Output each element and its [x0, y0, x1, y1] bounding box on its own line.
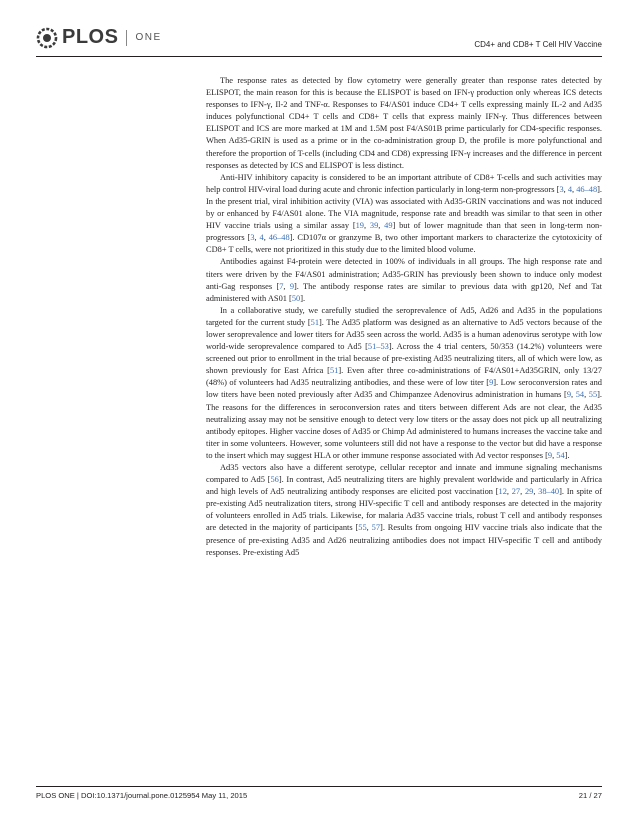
- paragraph-text: ]. Across the 4 trial centers, 50/353 (14.2%) volunteers were screened out prior to enrollment in the trial because of pre-existing Ad35 neutralizing titers, all of which were low, as shown previously for East Africa [: [206, 342, 603, 376]
- logo-subtext: ONE: [135, 32, 162, 43]
- citation-link[interactable]: 9: [489, 378, 494, 388]
- paragraph-text: The response rates as detected by flow cytometry were generally greater than response rates detected by ELISPOT, the main reason for this is because the ELISPOT is based on IFN-γ production only whereas ICS detects responses to IFN-γ, Il-2 and TNF-α. Responses to F4/AS01 induce CD4+ T cells expressing mainly IL-2 and Ad35 induces polyfunctional CD4+ T cells and CD8+ T cells that express mainly IFN-γ. Thus differences between ELISPOT and ICS are more marked at 1M and 1.5M post F4/AS01B prime particularly for CD4-specific responses. When Ad35-GRIN is used as a prime or in the co-administration group D, the profile is more polyfunctional and therefore the proportion of T-cells (including CD4 and CD8) expressing IFN-γ increases and the difference in percent responses as detected by ICS and ELISPOT is less distinct.: [206, 76, 603, 170]
- paragraph-text: ]. Even after three co-administrations of F4/AS01+Ad35GRIN, only 13/27 (48%) of volunteers had Ad35 neutralizing antibodies, and these were of low titer [: [206, 366, 602, 388]
- paragraph-text: ]. In spite of pre-existing Ad5 neutralization titers, strong HIV-specific T cell and antibody responses are detected in the majority of volunteers enrolled in Ad5 trials. Likewise, for malaria Ad35 vaccine trials, robust T cell and antibody responses are detected in the majority of participants [: [206, 487, 603, 533]
- citation-link[interactable]: 27: [511, 487, 521, 497]
- paragraph-text: ].: [564, 450, 570, 460]
- paragraph-text: ,: [552, 450, 557, 460]
- paragraph-text: ,: [572, 184, 577, 194]
- citation-link[interactable]: 57: [371, 523, 381, 533]
- page-header: [0, 0, 638, 60]
- paragraph-text: ,: [571, 390, 576, 400]
- paragraph-text: ,: [506, 487, 512, 497]
- citation-link[interactable]: 19: [355, 221, 364, 231]
- body-paragraph: [206, 256, 602, 304]
- paragraph-text: ].: [300, 293, 306, 303]
- citation-link[interactable]: 51–53: [367, 342, 389, 352]
- paragraph-text: ,: [366, 523, 372, 533]
- body-paragraph: [206, 305, 602, 462]
- citation-link[interactable]: 38–40: [538, 487, 560, 497]
- body-paragraph: [206, 172, 602, 257]
- citation-link[interactable]: 55: [358, 523, 367, 533]
- body-paragraph: [206, 75, 602, 172]
- paragraph-text: Anti-HIV inhibitory capacity is considered to be an important attribute of CD8+ T-cells and such activities may help control HIV-viral load during acute and chronic infection particularly in long-term non-progressors [: [206, 172, 602, 194]
- citation-link[interactable]: 9: [566, 390, 572, 400]
- citation-link[interactable]: 50: [291, 293, 301, 303]
- paragraph-text: In a collaborative study, we carefully studied the seroprevalence of Ad5, Ad26 and Ad35 in the populations targeted for the current study [: [206, 305, 602, 327]
- paragraph-text: ,: [584, 390, 589, 400]
- page-number: 21 / 27: [578, 791, 602, 800]
- paragraph-text: ,: [563, 184, 568, 194]
- page-footer: [36, 791, 602, 800]
- citation-link[interactable]: 49: [384, 221, 393, 231]
- running-title: CD4+ and CD8+ T Cell HIV Vaccine: [474, 40, 602, 49]
- paragraph-text: ]. Results from ongoing HIV vaccine trials also indicate that the presence of pre-existing Ad35 and Ad26 neutralizing antibodies does not impact HIV-specific T cell and antibody responses. Pre-existing Ad5: [206, 523, 603, 557]
- citation-link[interactable]: 4: [259, 233, 264, 243]
- citation-link[interactable]: 9: [547, 450, 553, 460]
- citation-link[interactable]: 54: [556, 450, 565, 460]
- paragraph-text: ]. Low seroconversion rates and low titers have been noted previously after Ad35 and Chimpanzee Adenovirus administration in humans [: [206, 378, 602, 400]
- citation-link[interactable]: 46–48: [576, 184, 598, 194]
- paragraph-text: ,: [520, 487, 525, 497]
- citation-link[interactable]: 51: [329, 366, 339, 376]
- logo-divider: [126, 30, 127, 46]
- header-rule: [36, 56, 602, 57]
- citation-link[interactable]: 56: [270, 475, 279, 485]
- paragraph-text: ,: [263, 233, 269, 243]
- paragraph-text: ]. CD107α or granzyme B, two other important markers to characterize the cytotoxicity of CD8+ T cells, were not prioritized in this study due to the limited blood volume.: [206, 233, 602, 255]
- citation-link[interactable]: 54: [575, 390, 585, 400]
- body-paragraph: [206, 462, 602, 559]
- paragraph-text: ]. In the present trial, viral inhibition activity (VIA) was associated with Ad35-GRIN vaccinations and was not induced by or enhanced by F4/AS01 alone. The VIA magnitude, response rate and breadth was similar to that seen in other HIV vaccine trials using a similar assay [: [206, 184, 603, 231]
- citation-link[interactable]: 4: [567, 184, 572, 194]
- citation-link[interactable]: 3: [250, 233, 255, 243]
- footer-citation: PLOS ONE | DOI:10.1371/journal.pone.0125954 May 11, 2015: [36, 791, 248, 800]
- paragraph-text: Antibodies against F4-protein were detected in 100% of individuals in all groups. The high response rate and titers were driven by the F4/AS01 administration; Ad35-GRIN has previously been shown to induce only modest anti-Gag responses [: [206, 257, 602, 291]
- paragraph-text: ,: [363, 221, 370, 231]
- paragraph-text: ]. The reasons for the differences in seroconversion rates and titers between different Ads are not clear, the Ad35 neutralizing assay may not be sensitive enough to detect very low titers or the assay does not pick up all neutralizing antibody epitopes. Higher vaccine doses of Ad35 or Chimp Ad administered to humans increases the vaccine take and titer in some volunteers. However, some volunteers still did not have a response to the vector but did have a response to the insert which may suggest HLA or other immune response associated with Ad vector responses [: [206, 390, 603, 460]
- citation-link[interactable]: 39: [369, 221, 379, 231]
- logo-text: PLOS: [62, 26, 119, 48]
- citation-link[interactable]: 9: [289, 281, 294, 291]
- paragraph-text: Ad35 vectors also have a different serotype, cellular receptor and innate and immune signaling mechanisms compared to Ad5 [: [206, 463, 602, 485]
- plos-one-logo: [36, 26, 162, 49]
- article-body: [206, 75, 602, 559]
- footer-rule: [36, 786, 602, 787]
- paragraph-text: ,: [378, 221, 385, 231]
- citation-link[interactable]: 7: [279, 281, 284, 291]
- paragraph-text: ,: [533, 487, 539, 497]
- citation-link[interactable]: 3: [559, 184, 564, 194]
- paragraph-text: ] but of lower magnitude than that seen in long-term non-progressors [: [206, 221, 603, 243]
- paragraph-text: ]. In contrast, Ad5 neutralizing titers are highly prevalent worldwide and particularly in Africa and high levels of Ad5 neutralizing antibody responses are elicited post vaccination [: [206, 475, 603, 497]
- citation-link[interactable]: 29: [524, 487, 534, 497]
- citation-link[interactable]: 55: [588, 390, 598, 400]
- citation-link[interactable]: 51: [310, 317, 320, 327]
- paragraph-text: ]. The Ad35 platform was designed as an alternative to Ad5 vectors because of the lower seroprevalence and lower titers for Ad35 seen across the world. Ad35 is a human adenovirus serotype with low world-wide seroprevalence compared to Ad5 [: [206, 317, 603, 352]
- citation-link[interactable]: 12: [498, 487, 507, 497]
- citation-link[interactable]: 46–48: [268, 233, 290, 243]
- paragraph-text: ,: [254, 233, 260, 243]
- paragraph-text: ]. The antibody response rates are similar to previous data with gp120, Nef and Tat administered with AS01 [: [206, 281, 603, 303]
- plos-logo-mark-icon: [36, 27, 58, 49]
- paragraph-text: ,: [283, 281, 290, 291]
